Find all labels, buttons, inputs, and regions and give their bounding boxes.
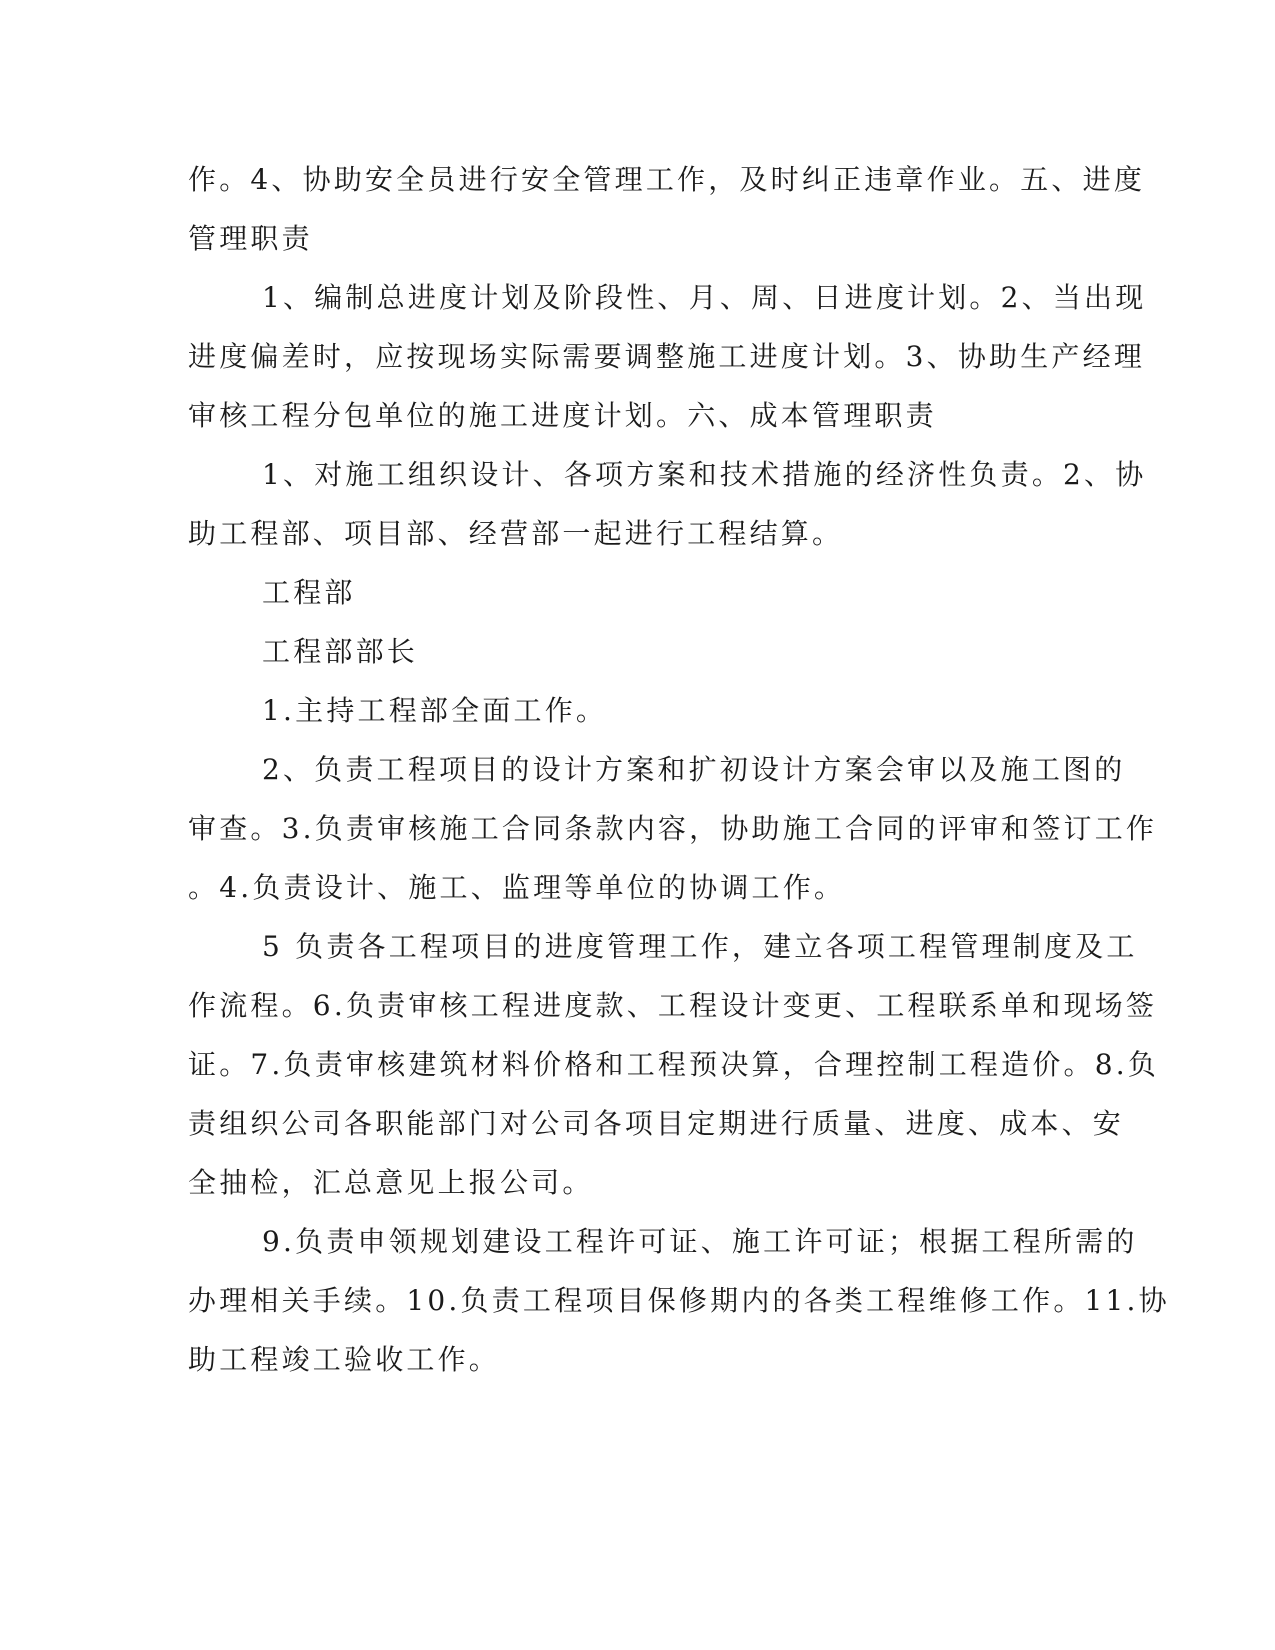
text-line: 。4.负责设计、施工、监理等单位的协调工作。 (188, 871, 846, 904)
paragraph-first-line: 9.负责申领规划建设工程许可证、施工许可证；根据工程所需的 (262, 1225, 1138, 1258)
text-line: 管理职责 (188, 222, 313, 255)
text-line: 审查。3.负责审核施工合同条款内容，协助施工合同的评审和签订工作 (188, 812, 1158, 845)
text-line: 作。4、协助安全员进行安全管理工作，及时纠正违章作业。五、进度 (188, 163, 1146, 196)
paragraph-first-line: 1.主持工程部全面工作。 (262, 694, 608, 727)
text-line: 办理相关手续。10.负责工程项目保修期内的各类工程维修工作。11.协 (188, 1284, 1170, 1317)
paragraph-first-line: 1、对施工组织设计、各项方案和技术措施的经济性负责。2、协 (262, 458, 1147, 491)
text-line: 审核工程分包单位的施工进度计划。六、成本管理职责 (188, 399, 937, 432)
paragraph-first-line: 1、编制总进度计划及阶段性、月、周、日进度计划。2、当出现 (262, 281, 1147, 314)
section-subheading: 工程部部长 (262, 635, 419, 668)
section-heading: 工程部 (262, 576, 356, 609)
paragraph-first-line: 5 负责各工程项目的进度管理工作，建立各项工程管理制度及工 (262, 930, 1138, 963)
text-line: 作流程。6.负责审核工程进度款、工程设计变更、工程联系单和现场签 (188, 989, 1158, 1022)
text-line: 责组织公司各职能部门对公司各项目定期进行质量、进度、成本、安 (188, 1107, 1125, 1140)
text-line: 进度偏差时，应按现场实际需要调整施工进度计划。3、协助生产经理 (188, 340, 1146, 373)
text-line: 助工程部、项目部、经营部一起进行工程结算。 (188, 517, 844, 550)
text-line: 证。7.负责审核建筑材料价格和工程预决算，合理控制工程造价。8.负 (188, 1048, 1160, 1081)
paragraph-first-line: 2、负责工程项目的设计方案和扩初设计方案会审以及施工图的 (262, 753, 1126, 786)
text-line: 全抽检，汇总意见上报公司。 (188, 1166, 594, 1199)
text-line: 助工程竣工验收工作。 (188, 1343, 501, 1376)
